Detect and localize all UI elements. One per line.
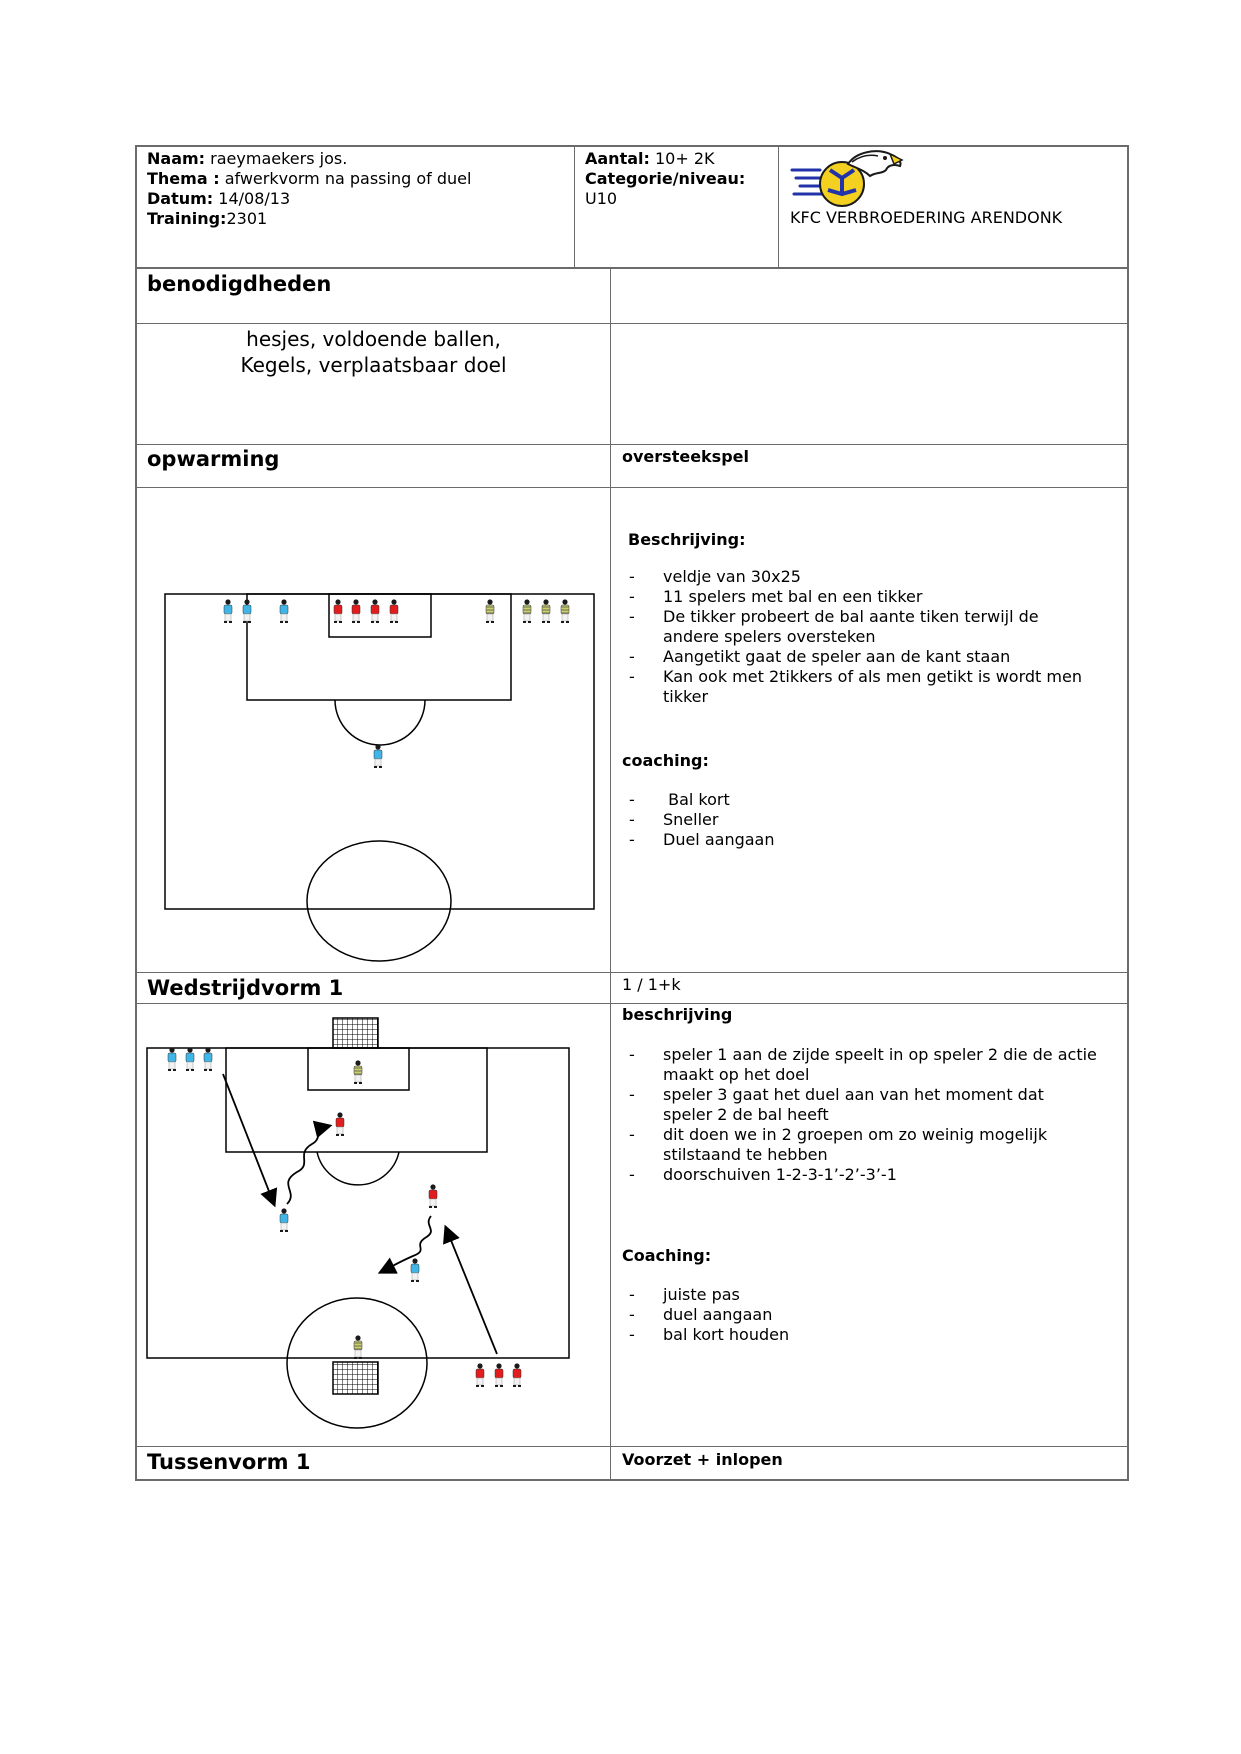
list-item: - dit doen we in 2 groepen om zo weinig mogelijk stilstaand te hebben: [625, 1125, 1103, 1165]
row-line: [135, 323, 1129, 324]
list-item: - speler 1 aan de zijde speelt in op speler 2 die de actie maakt op het doel: [625, 1045, 1113, 1085]
player-icon: [334, 599, 342, 623]
count-label: Aantal:: [585, 149, 650, 168]
player-icon: [336, 1112, 344, 1136]
materials-line-1: hesjes, voldoende ballen,: [246, 327, 501, 351]
player-icon: [486, 599, 494, 623]
list-item: - 11 spelers met bal en een tikker: [625, 587, 1110, 607]
player-icon: [411, 1258, 419, 1282]
header-divider-2: [778, 145, 779, 268]
penalty-arc: [335, 700, 425, 745]
row-line: [135, 267, 1129, 269]
pass-arrow: [446, 1228, 497, 1354]
player-icon: [371, 599, 379, 623]
list-item: - speler 3 gaat het duel aan van het moment dat speler 2 de bal heeft: [625, 1085, 1083, 1125]
player-icon: [374, 744, 382, 768]
row-line: [135, 444, 1129, 445]
top-goal: [333, 1018, 378, 1048]
warmup-field-diagram: [137, 488, 610, 972]
intermediate-exercise: Voorzet + inlopen: [622, 1450, 783, 1469]
match-field-diagram: [137, 1004, 610, 1446]
player-icon: [204, 1047, 212, 1071]
warmup-description-heading: Beschrijving:: [628, 530, 746, 549]
row-line: [135, 972, 1129, 973]
name-row: [147, 149, 347, 169]
name-label: Naam:: [147, 149, 206, 168]
list-item: - Bal kort: [625, 790, 925, 810]
penalty-arc: [317, 1152, 399, 1185]
warmup-heading: opwarming: [147, 447, 280, 471]
row-line: [135, 1446, 1129, 1447]
pass-arrow: [223, 1074, 274, 1204]
list-item: - Aangetikt gaat de speler aan de kant staan: [625, 647, 1110, 667]
goal-area: [329, 594, 431, 637]
player-icon: [352, 599, 360, 623]
player-icon: [168, 1047, 176, 1071]
list-item: - veldje van 30x25: [625, 567, 1110, 587]
player-icon: [243, 599, 251, 623]
field-outline: [147, 1048, 569, 1358]
list-item: - duel aangaan: [625, 1305, 925, 1325]
theme-row: [147, 169, 471, 189]
list-item: - De tikker probeert de bal aante tiken terwijl de andere spelers oversteken: [625, 607, 1063, 647]
match-form-heading: Wedstrijdvorm 1: [147, 976, 344, 1000]
materials-line-2: Kegels, verplaatsbaar doel: [240, 353, 507, 377]
date-value: 14/08/13: [218, 189, 291, 208]
table-border-top: [135, 145, 1129, 147]
match-coaching-heading: Coaching:: [622, 1246, 712, 1265]
bottom-goal: [333, 1362, 378, 1394]
count-value: 10+ 2K: [655, 149, 715, 168]
player-icon: [476, 1363, 484, 1387]
list-item: - juiste pas: [625, 1285, 925, 1305]
player-icon: [280, 599, 288, 623]
eagle-football-logo-icon: [790, 148, 905, 210]
list-item: - doorschuiven 1-2-3-1’-2’-3’-1: [625, 1165, 1115, 1185]
warmup-description-list: [625, 567, 1110, 707]
date-label: Datum:: [147, 189, 214, 208]
player-icon: [495, 1363, 503, 1387]
player-icon: [429, 1184, 437, 1208]
training-label: Training:: [147, 209, 227, 228]
count-row: [585, 149, 715, 169]
name-value: raeymaekers jos.: [210, 149, 348, 168]
player-icon: [542, 599, 550, 623]
header-divider-1: [574, 145, 575, 268]
materials-heading: benodigdheden: [147, 272, 332, 296]
training-row: [147, 209, 267, 229]
table-border-right: [1127, 145, 1129, 1481]
match-coaching-list: [625, 1285, 925, 1345]
training-value: 2301: [226, 209, 268, 228]
player-icon: [280, 1208, 288, 1232]
player-icon: [561, 599, 569, 623]
category-value: U10: [585, 189, 618, 208]
warmup-coaching-heading: coaching:: [622, 751, 709, 770]
match-form-exercise: 1 / 1+k: [622, 975, 681, 994]
player-icon: [523, 599, 531, 623]
theme-label: Thema :: [147, 169, 220, 188]
match-description-heading: beschrijving: [622, 1005, 733, 1024]
warmup-coaching-list: [625, 790, 925, 850]
player-icon: [354, 1335, 362, 1359]
list-item: - Sneller: [625, 810, 925, 830]
intermediate-heading: Tussenvorm 1: [147, 1450, 311, 1474]
list-item: - bal kort houden: [625, 1325, 925, 1345]
player-icon: [513, 1363, 521, 1387]
category-label: Categorie/niveau:: [585, 169, 746, 188]
theme-value: afwerkvorm na passing of duel: [224, 169, 472, 188]
center-circle: [307, 841, 451, 961]
list-item: - Duel aangaan: [625, 830, 925, 850]
player-icon: [186, 1047, 194, 1071]
player-icon: [390, 599, 398, 623]
player-icon: [354, 1060, 362, 1084]
table-border-bottom: [135, 1479, 1129, 1481]
warmup-exercise: oversteekspel: [622, 447, 749, 466]
column-divider: [610, 268, 611, 1480]
dribble-arrow: [381, 1216, 431, 1272]
match-description-list: [625, 1045, 1115, 1185]
date-row: [147, 189, 290, 209]
player-icon: [224, 599, 232, 623]
club-name: KFC VERBROEDERING ARENDONK: [790, 208, 1063, 227]
list-item: - Kan ook met 2tikkers of als men getikt is wordt men tikker: [625, 667, 1113, 707]
